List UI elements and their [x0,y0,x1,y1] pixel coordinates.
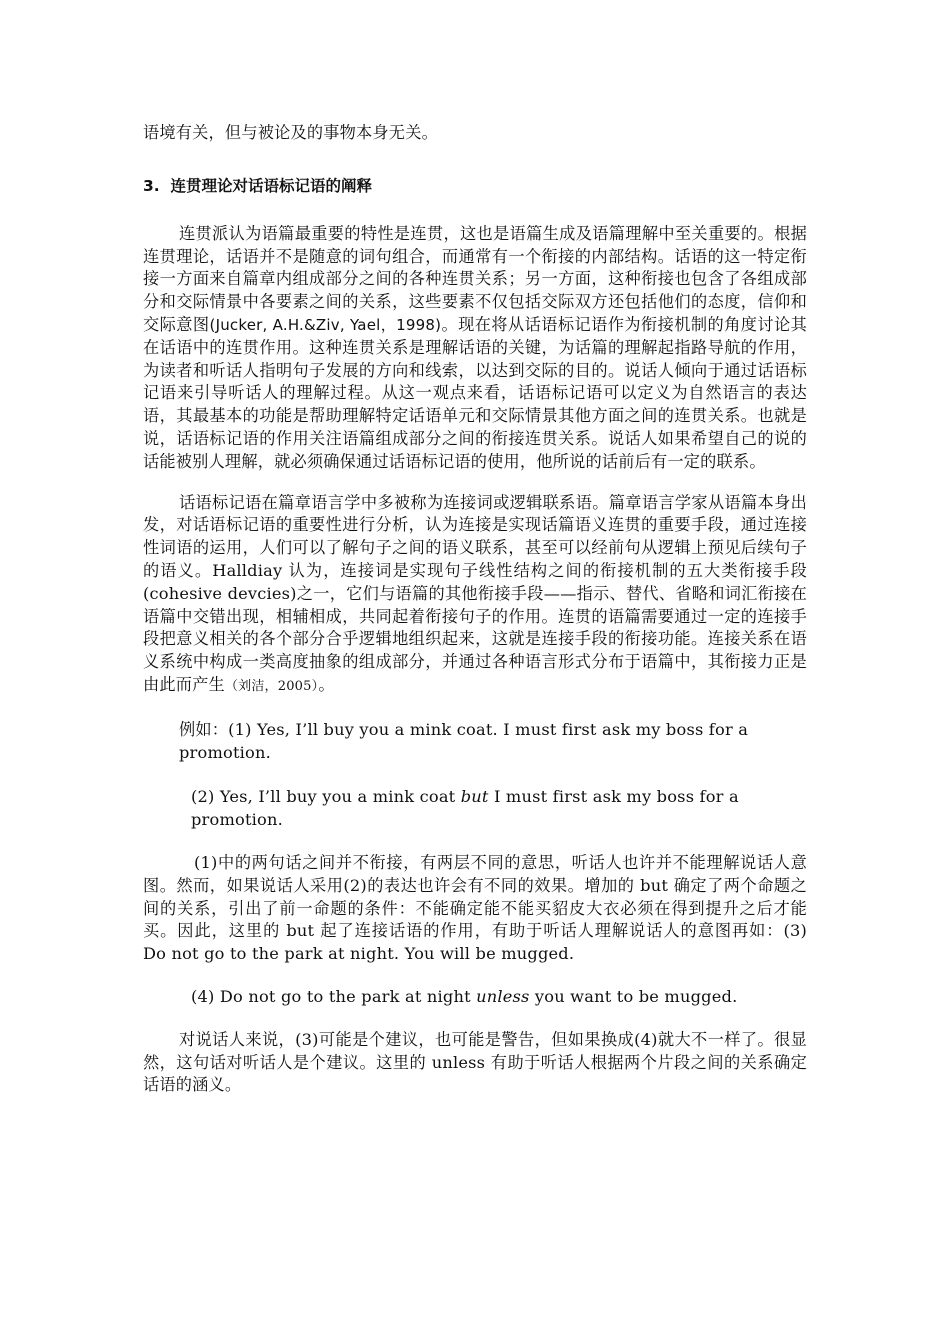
example-text: (2) Yes, I’ll buy you a mink coat [191,787,461,807]
paragraph-text: 话语标记语在篇章语言学中多被称为连接词或逻辑联系语。篇章语言学家从语篇本身出发，对话语标记语的重要性进行分析，认为连接是实现话篇语义连贯的重要手段，通过连接性词语的运用，人们可以了解句子之间的语义联系，甚至可以经前句从逻辑上预见后续句子的语义。Halldiay 认为，连接词是实现句子线性结构之间的衔接机制的五大类衔接手段(cohesive devcies)之一，它们与语篇的其他衔接手段——指示、替代、省略和词汇衔接在语篇中交错出现，相辅相成，共同起着衔接句子的作用。连贯的语篇需要通过一定的连接手段把意义相关的各个部分合乎逻辑地组织起来，这就是连接手段的衔接功能。连接关系在语义系统中构成一类高度抽象的组成部分，并通过各种语言形式分布于语篇中，其衔接力正是由此而产生 [143,492,807,694]
paragraph-text-linguistics [143,492,807,699]
example-1 [143,719,807,765]
example-text: I must first ask my boss for a promotion. [191,787,739,830]
section-heading [143,175,807,197]
example-text: (1) Yes, I’ll buy you a mink coat. I must first ask my boss for a promotion. [179,719,749,762]
citation: （刘洁，2005） [224,678,319,694]
example-4 [143,986,807,1009]
paragraph-text: 。 [318,674,335,694]
section-title: 连贯理论对话语标记语的阐释 [170,176,372,195]
example-2 [143,786,807,832]
paragraph-conclusion: 对说话人来说，(3)可能是个建议，也可能是警告，但如果换成(4)就大不一样了。很显然，这句话对听话人是个建议。这里的 unless 有助于听话人根据两个片段之间的关系确定话语的涵义。 [143,1029,807,1095]
example-text: you want to be mugged. [529,986,738,1006]
example-text: (4) Do not go to the park at night [191,986,477,1006]
example-emphasis: but [460,787,489,807]
section-number: 3. [143,176,160,195]
example-emphasis: unless [476,986,530,1006]
paragraph-text: 连贯派认为语篇最重要的特性是连贯，这也是语篇生成及语篇理解中至关重要的。根据连贯理论，话语并不是随意的词句组合，而通常有一个衔接的内部结构。话语的这一特定衔接一方面来自篇章内组成部分之间的各种连贯关系；另一方面，这种衔接也包含了各组成部分和交际情景中各要素之间的关系，这些要素不仅包括交际双方还包括他们的态度，信仰和交际意图 [143,223,807,334]
intro-line: 语境有关，但与被论及的事物本身无关。 [143,123,438,142]
example-prefix: 例如： [179,719,229,739]
paragraph-text: 。现在将从话语标记语作为衔接机制的角度讨论其在话语中的连贯作用。这种连贯关系是理解话语的关键，为话篇的理解起指路导航的作用，为读者和听话人指明句子发展的方向和线索，以达到交际的目的。说话人倾向于通过话语标记语来引导听话人的理解过程。从这一观点来看，话语标记语可以定义为自然语言的表达语，其最基本的功能是帮助理解特定话语单元和交际情景其他方面之间的连贯关系。也就是说，话语标记语的作用关注语篇组成部分之间的衔接连贯关系。说话人如果希望自己的说的话能被别人理解，就必须确保通过话语标记语的使用，他所说的话前后有一定的联系。 [143,314,807,471]
paragraph-coherence-theory [143,223,807,474]
citation: (Jucker, A.H.&Ziv, Yael，1998) [209,315,442,334]
paragraph-example-analysis: (1)中的两句话之间并不衔接，有两层不同的意思，听话人也许并不能理解说话人意图。然而，如果说话人采用(2)的表达也许会有不同的效果。增加的 but 确定了两个命题之间的关系，引出了前一命题的条件：不能确定能不能买貂皮大衣必须在得到提升之后才能买。因此，这里的 but 起了连接话语的作用，有助于听话人理解说话人的意图再如：(3) Do not go to the park at night. You will be mugged. [143,852,807,964]
